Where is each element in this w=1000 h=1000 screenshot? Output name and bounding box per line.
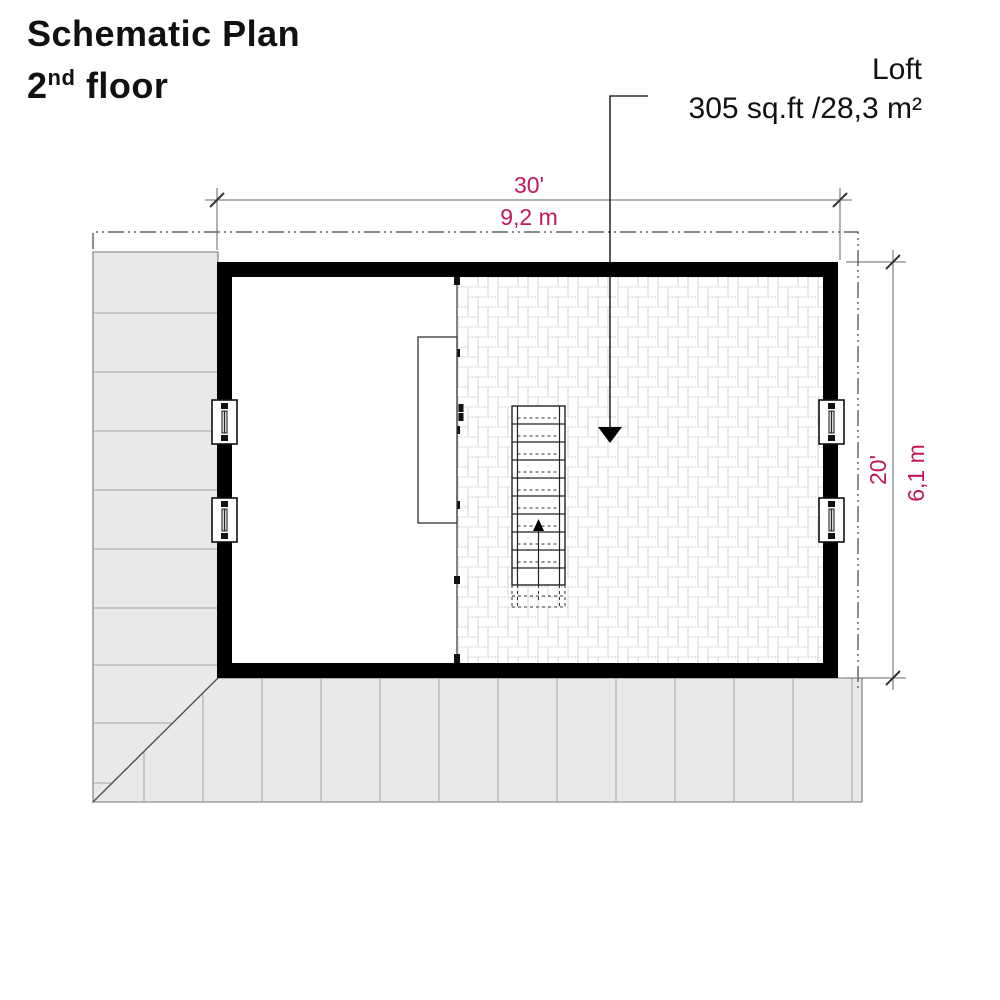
- window-right-bottom: [819, 498, 844, 542]
- loft-area-label: 305 sq.ft /28,3 m²: [688, 92, 922, 125]
- roof-bottom-plane: [93, 678, 862, 802]
- staircase: [512, 406, 565, 607]
- loft-label: Loft: [871, 53, 922, 86]
- dimension-width-m: 9,2 m: [500, 204, 558, 230]
- window-right-top: [819, 400, 844, 444]
- page-title-line2: 2nd floor: [27, 65, 169, 106]
- closet: [418, 337, 457, 523]
- page-title-line1: Schematic Plan: [27, 13, 301, 54]
- dimension-height-ft: 20': [865, 455, 891, 485]
- window-left-bottom: [212, 498, 237, 542]
- top-dimension: [205, 172, 852, 260]
- dimension-width-ft: 30': [514, 172, 544, 198]
- window-left-top: [212, 400, 237, 444]
- dimension-height-m: 6,1 m: [903, 444, 929, 502]
